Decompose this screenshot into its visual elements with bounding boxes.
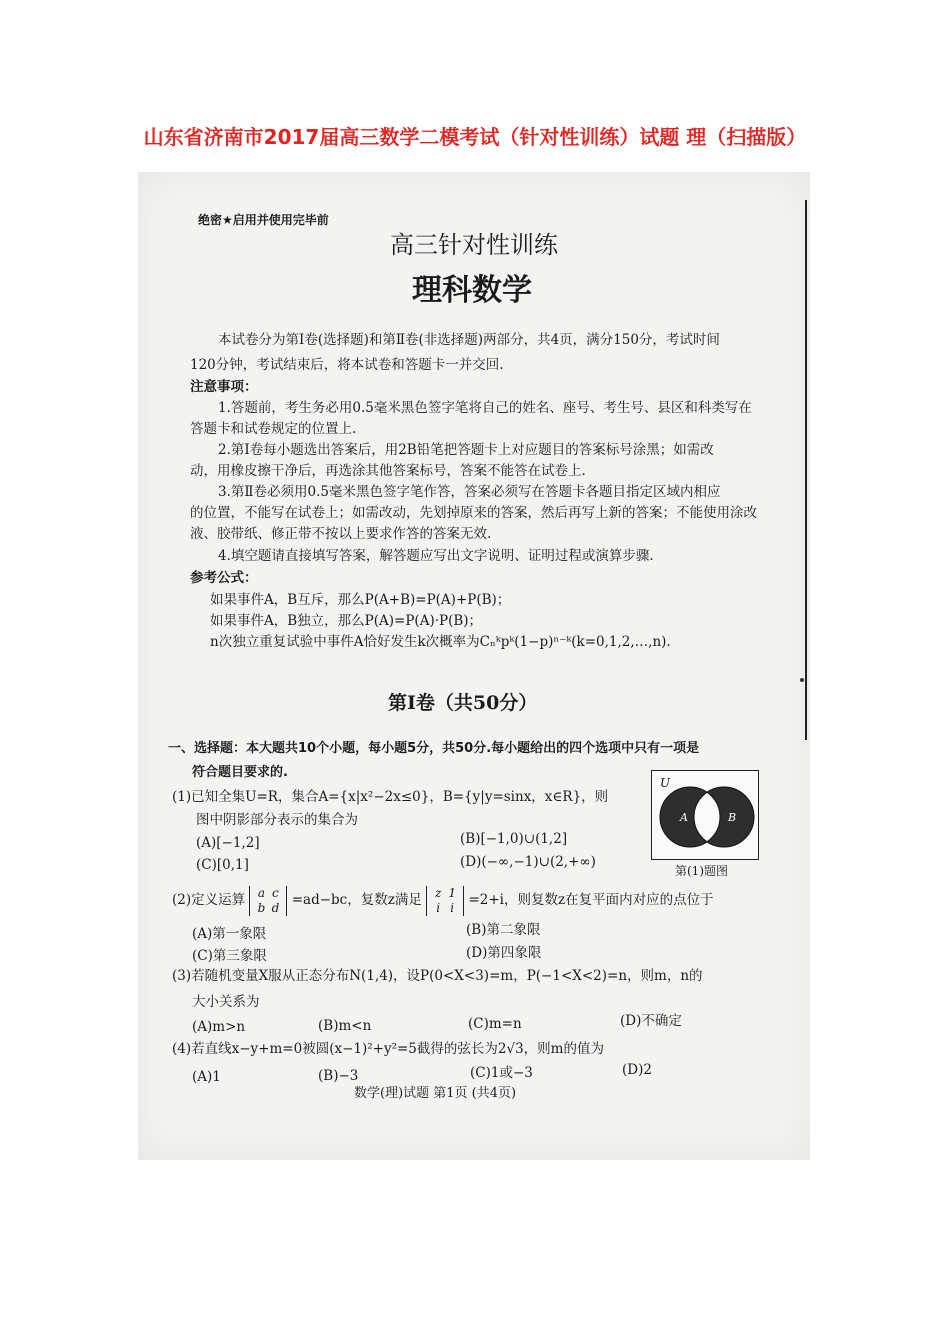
intro-line-1: 本试卷分为第Ⅰ卷(选择题)和第Ⅱ卷(非选择题)两部分，共4页，满分150分，考试时间 [218,332,720,348]
venn-caption: 第(1)题图 [675,864,728,878]
q3-stem-line-1: (3)若随机变量X服从正态分布N(1,4)，设P(0<X<3)=m，P(−1<X<2)=n，则m，n的 [172,968,703,984]
note-2-line-1: 2.第Ⅰ卷每小题选出答案后，用2B铅笔把答题卡上对应题目的答案标号涂黑；如需改 [218,442,714,458]
det2-i2: i [450,900,455,915]
venn-label-a: A [680,811,688,824]
choice-intro-line-1: 一、选择题：本大题共10个小题，每小题5分，共50分.每小题给出的四个选项中只有一项是 [168,741,700,756]
notes-heading: 注意事项： [190,379,258,395]
venn-label-b: B [728,811,737,824]
q1-option-b: (B)[−1,0)∪(1,2] [460,831,568,847]
formula-2: 如果事件A，B独立，那么P(A)=P(A)·P(B)； [210,613,483,629]
page-footer: 数学(理)试题 第1页 (共4页) [354,1086,517,1101]
det1-d: d [271,900,280,915]
det2-z: z [434,885,442,900]
q4-stem: (4)若直线x−y+m=0被圆(x−1)²+y²=5截得的弦长为2√3，则m的值为 [172,1041,604,1057]
q4-option-a: (A)1 [192,1069,221,1085]
formula-heading: 参考公式： [190,570,258,586]
note-1-line-2: 答题卡和试卷规定的位置上. [190,421,357,437]
note-1-line-1: 1.答题前，考生务必用0.5毫米黑色签字笔将自己的姓名、座号、考生号、县区和科类写在 [218,400,752,416]
q4-option-d: (D)2 [622,1062,652,1078]
secret-label: 绝密★启用并使用完毕前 [198,213,329,227]
formula-1: 如果事件A，B互斥，那么P(A+B)=P(A)+P(B)； [210,592,511,608]
note-4: 4.填空题请直接填写答案，解答题应写出文字说明、证明过程或演算步骤. [218,548,654,564]
q2-prefix: (2)定义运算 [172,892,246,908]
q2-suffix: =2+i，则复数z在复平面内对应的点位于 [468,892,714,908]
q2-option-a: (A)第一象限 [192,926,267,942]
intro-line-2: 120分钟，考试结束后，将本试卷和答题卡一并交回. [190,357,504,373]
note-3-line-2: 的位置，不能写在试卷上；如需改动，先划掉原来的答案，然后再写上新的答案；不能使用涂改 [190,505,757,521]
q4-option-c: (C)1或−3 [470,1065,533,1081]
q1-option-a: (A)[−1,2] [196,835,260,851]
q1-option-d: (D)(−∞,−1)∪(2,+∞) [460,854,596,870]
document-title: 山东省济南市2017届高三数学二模考试（针对性训练）试题 理（扫描版） [143,125,807,149]
det1-c: c [272,885,279,900]
det1-b: b [257,900,266,915]
scan-speck [800,678,804,682]
q3-option-b: (B)m<n [318,1018,372,1034]
formula-3: n次独立重复试验中事件A恰好发生k次概率为Cₙᵏpᵏ(1−p)ⁿ⁻ᵏ(k=0,1,2,…,n). [210,634,671,650]
q2-option-c: (C)第三象限 [192,948,267,964]
venn-diagram-svg [652,771,758,859]
q2-option-b: (B)第二象限 [466,922,541,938]
scan-edge-line [805,200,807,740]
venn-label-u: U [660,776,671,790]
q2-stem [172,884,714,916]
q1-stem-line-2: 图中阴影部分表示的集合为 [196,812,358,828]
det2-1: 1 [448,885,456,900]
note-3-line-1: 3.第Ⅱ卷必须用0.5毫米黑色签字笔作答，答案必须写在答题卡各题目指定区域内相应 [218,484,721,500]
q3-stem-line-2: 大小关系为 [192,994,260,1010]
section-1-title: 第Ⅰ卷（共50分） [388,692,538,714]
q1-option-c: (C)[0,1] [196,857,249,873]
q4-option-b: (B)−3 [318,1068,359,1084]
q2-determinant-1 [249,886,287,916]
q2-determinant-2 [426,886,464,916]
exam-subject: 理科数学 [412,273,532,308]
scanned-page [138,172,810,1160]
q2-middle: =ad−bc，复数z满足 [291,892,422,908]
det2-i1: i [436,900,441,915]
choice-intro-line-2: 符合题目要求的. [192,765,288,780]
note-2-line-2: 动，用橡皮擦干净后，再选涂其他答案标号，答案不能答在试卷上. [190,463,586,479]
exam-header: 高三针对性训练 [390,231,558,259]
venn-diagram [651,770,759,860]
note-3-line-3: 液、胶带纸、修正带不按以上要求作答的答案无效. [190,526,492,542]
q3-option-a: (A)m>n [192,1019,246,1035]
q1-stem-line-1: (1)已知全集U=R，集合A={x|x²−2x≤0}，B={y|y=sinx，x∈R}，则 [172,789,609,805]
det1-a: a [257,885,265,900]
q3-option-d: (D)不确定 [620,1013,682,1029]
q3-option-c: (C)m=n [468,1016,522,1032]
q2-option-d: (D)第四象限 [466,945,542,961]
